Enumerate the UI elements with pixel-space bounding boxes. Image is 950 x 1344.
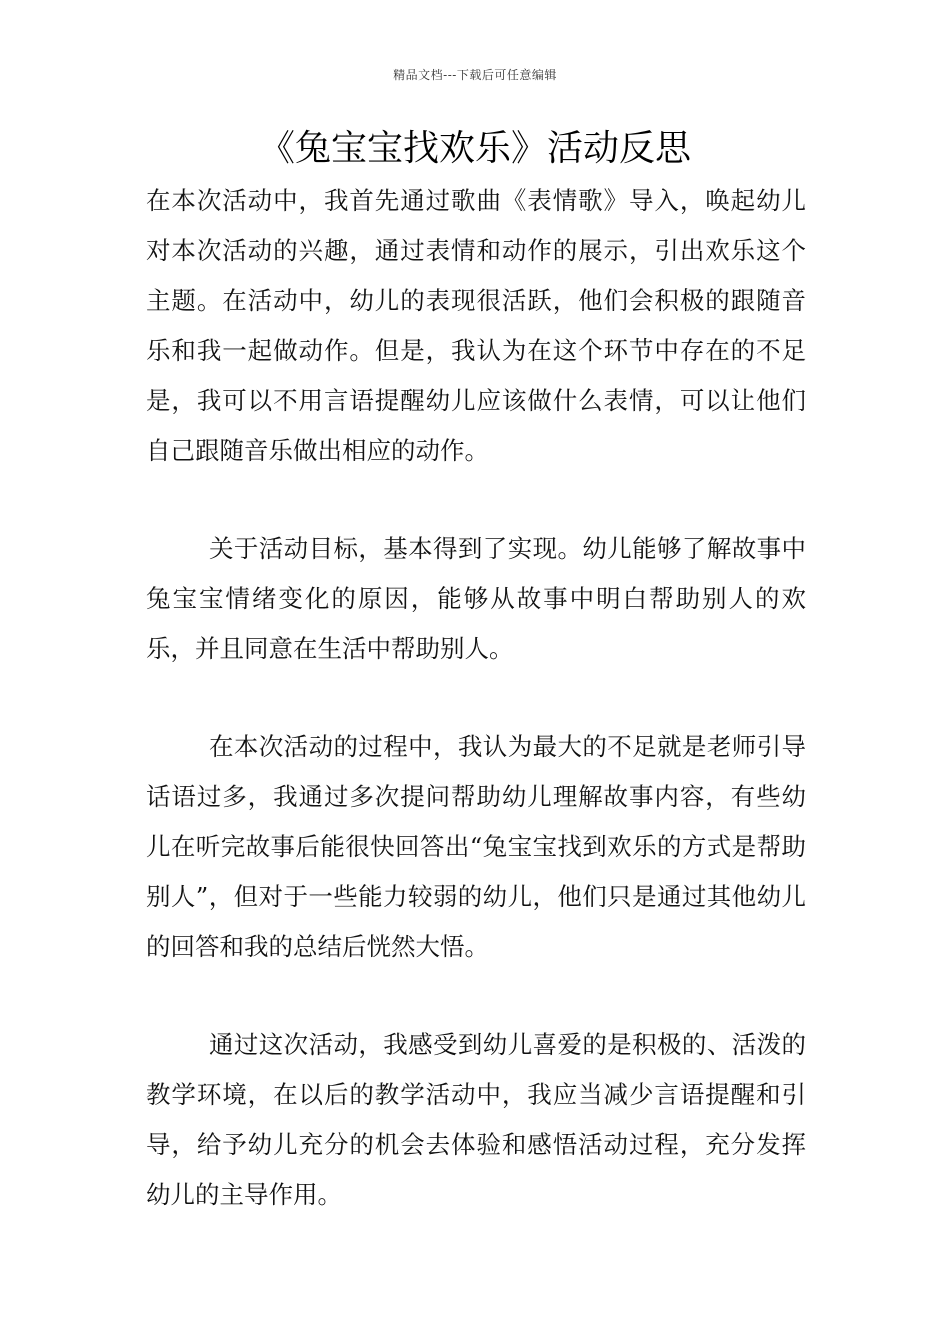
paragraph-2: 关于活动目标，基本得到了实现。幼儿能够了解故事中兔宝宝情绪变化的原因，能够从故事中明白帮助别人的欢乐，并且同意在生活中帮助别人。: [146, 534, 806, 663]
document-title: 《兔宝宝找欢乐》活动反思: [258, 128, 691, 169]
paragraph-gap: [146, 674, 806, 722]
paragraph-3: 在本次活动的过程中，我认为最大的不足就是老师引导话语过多，我通过多次提问帮助幼儿理解故事内容，有些幼儿在听完故事后能很快回答出“兔宝宝找到欢乐的方式是帮助别人”，但对于一些能力较弱的幼儿，他们只是通过其他幼儿的回答和我的总结后恍然大悟。: [146, 732, 806, 961]
page-header-note: 精品文档---下载后可任意编辑: [393, 68, 557, 82]
paragraph-1: 在本次活动中，我首先通过歌曲《表情歌》导入，唤起幼儿对本次活动的兴趣，通过表情和动作的展示，引出欢乐这个主题。在活动中，幼儿的表现很活跃，他们会积极的跟随音乐和我一起做动作。但是，我认为在这个环节中存在的不足是，我可以不用言语提醒幼儿应该做什么表情，可以让他们自己跟随音乐做出相应的动作。: [146, 186, 806, 465]
document-body: [146, 176, 806, 1220]
paragraph-gap: [146, 476, 806, 524]
paragraph-4: 通过这次活动，我感受到幼儿喜爱的是积极的、活泼的教学环境，在以后的教学活动中，我应当减少言语提醒和引导，给予幼儿充分的机会去体验和感悟活动过程，充分发挥幼儿的主导作用。: [146, 1030, 806, 1209]
paragraph-gap: [146, 972, 806, 1020]
